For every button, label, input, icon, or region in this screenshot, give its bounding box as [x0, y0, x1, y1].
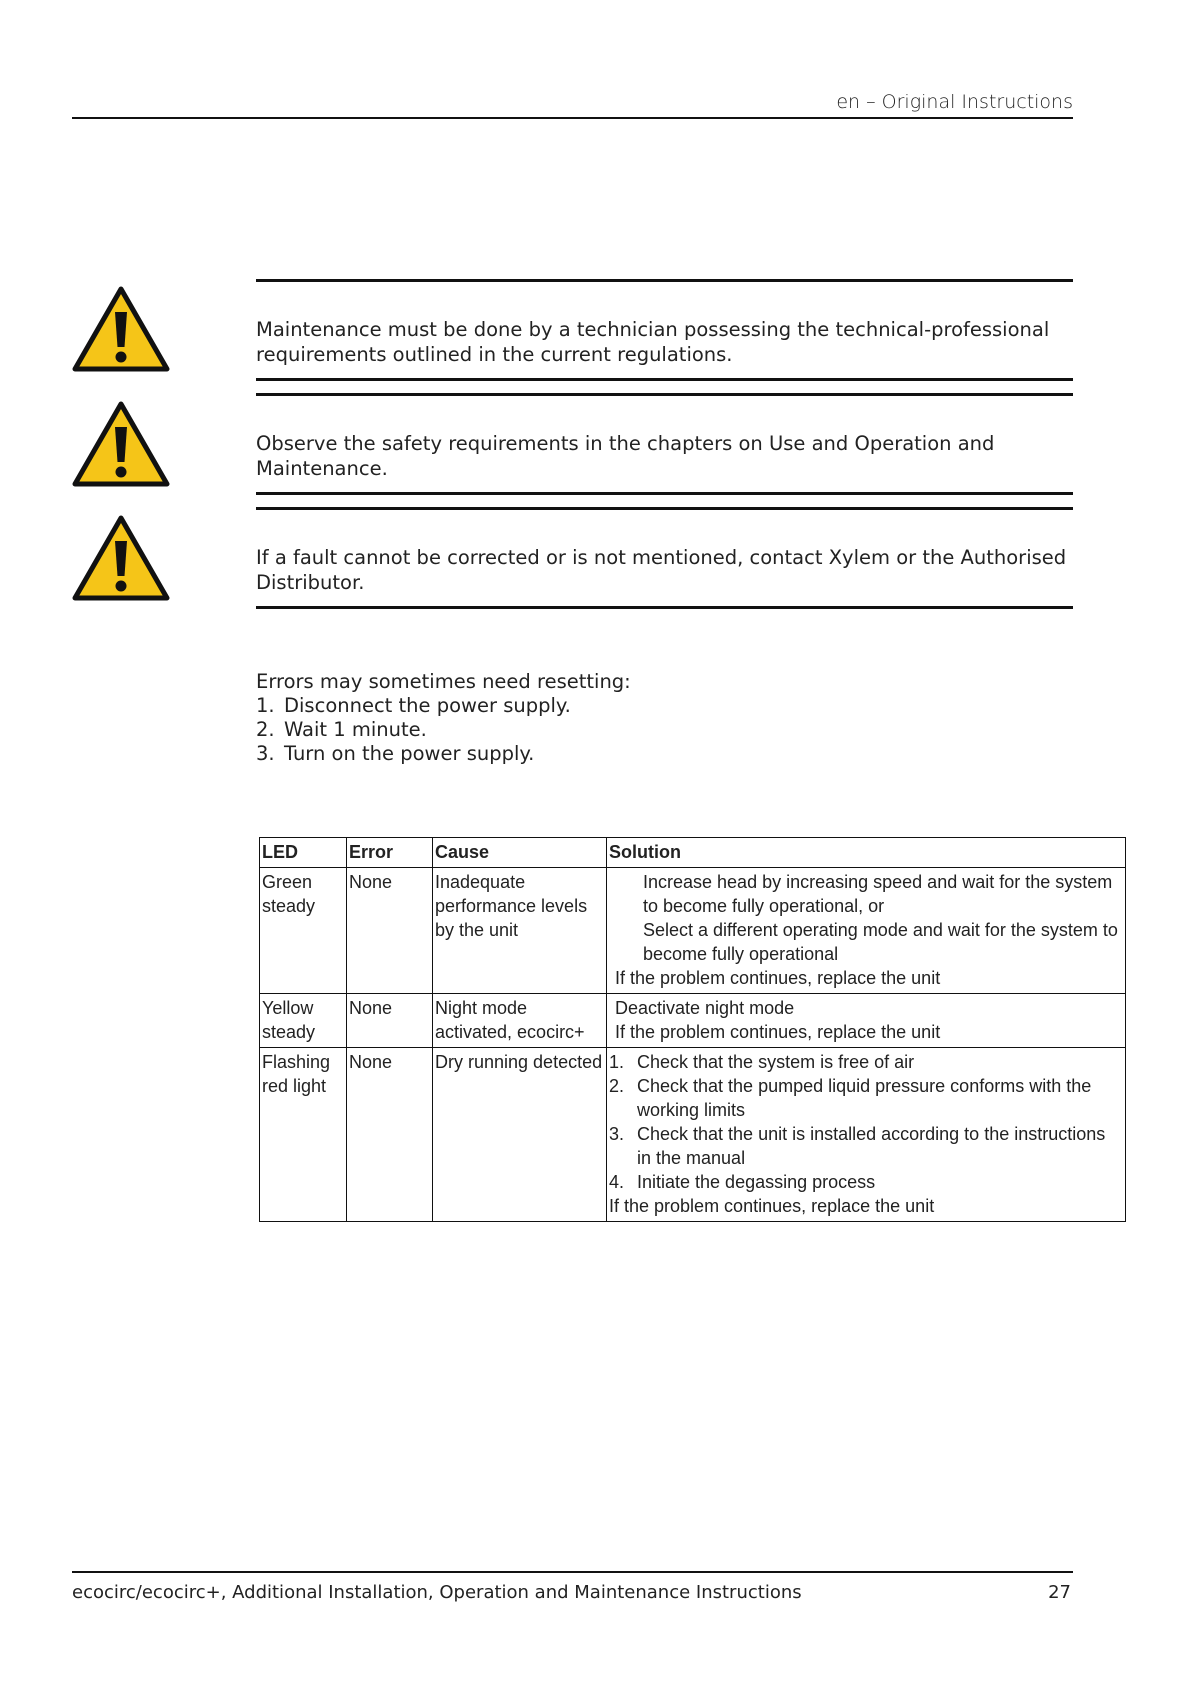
solution-cell: [607, 1048, 1126, 1222]
solution-step: 3. Check that the unit is installed according to the instructions in the manual: [609, 1124, 1106, 1168]
solution-step: 1. Check that the system is free of air: [609, 1052, 915, 1072]
solution-line: Deactivate night mode: [615, 998, 795, 1018]
warning-top-rule: [256, 393, 1073, 396]
warning-bottom-rule: [256, 492, 1073, 495]
warning-top-rule: [256, 279, 1073, 282]
reset-instructions: [256, 670, 631, 766]
led-cell: Yellow steady: [260, 994, 347, 1048]
table-row: [260, 994, 1126, 1048]
column-header-error: Error: [347, 838, 433, 868]
solution-line: Select a different operating mode and wait for the system to become fully operational: [643, 920, 1118, 964]
warning-text-3: If a fault cannot be corrected or is not mentioned, contact Xylem or the Authorised Distributor.: [256, 546, 1067, 594]
error-cell: None: [347, 994, 433, 1048]
solution-step: 4. Initiate the degassing process: [609, 1172, 876, 1192]
cause-cell: Inadequate performance levels by the unit: [433, 868, 607, 994]
solution-cell: [607, 994, 1126, 1048]
cause-cell: Dry running detected: [433, 1048, 607, 1222]
led-cell: Green steady: [260, 868, 347, 994]
footer-text: ecocirc/ecocirc+, Additional Installation, Operation and Maintenance Instructions: [72, 1582, 802, 1603]
footer-rule: [72, 1571, 1073, 1573]
warning-text-2: Observe the safety requirements in the chapters on Use and Operation and Maintenance.: [256, 432, 995, 480]
solution-line: If the problem continues, replace the unit: [615, 1022, 941, 1042]
warning-triangle-icon: [72, 514, 170, 602]
cause-cell: Night mode activated, ecocirc+: [433, 994, 607, 1048]
header-rule: [72, 117, 1073, 119]
solution-line: If the problem continues, replace the unit: [609, 1196, 935, 1216]
list-item: 3. Turn on the power supply.: [256, 742, 535, 765]
page-number: 27: [1048, 1582, 1071, 1603]
column-header-cause: Cause: [433, 838, 607, 868]
column-header-solution: Solution: [607, 838, 1126, 868]
solution-line: Increase head by increasing speed and wait for the system to become fully operational, or: [643, 872, 1113, 916]
led-cell: Flashing red light: [260, 1048, 347, 1222]
solution-line: If the problem continues, replace the unit: [615, 968, 941, 988]
warning-triangle-icon: [72, 400, 170, 488]
troubleshooting-table: [259, 837, 1126, 1222]
list-item: 2. Wait 1 minute.: [256, 718, 427, 741]
reset-intro: Errors may sometimes need resetting:: [256, 670, 631, 693]
error-cell: None: [347, 1048, 433, 1222]
warning-bottom-rule: [256, 378, 1073, 381]
reset-steps: [256, 694, 631, 766]
table-header-row: [260, 838, 1126, 868]
warning-bottom-rule: [256, 606, 1073, 609]
warning-triangle-icon: [72, 285, 170, 373]
list-item: 1. Disconnect the power supply.: [256, 694, 571, 717]
table-row: [260, 868, 1126, 994]
column-header-led: LED: [260, 838, 347, 868]
table-row: [260, 1048, 1126, 1222]
warning-top-rule: [256, 507, 1073, 510]
error-cell: None: [347, 868, 433, 994]
header-text: en – Original Instructions: [836, 91, 1073, 113]
solution-step: 2. Check that the pumped liquid pressure conforms with the working limits: [609, 1076, 1092, 1120]
solution-cell: [607, 868, 1126, 994]
warning-text-1: Maintenance must be done by a technician possessing the technical-professional requirements outlined in the current regulations.: [256, 318, 1050, 366]
